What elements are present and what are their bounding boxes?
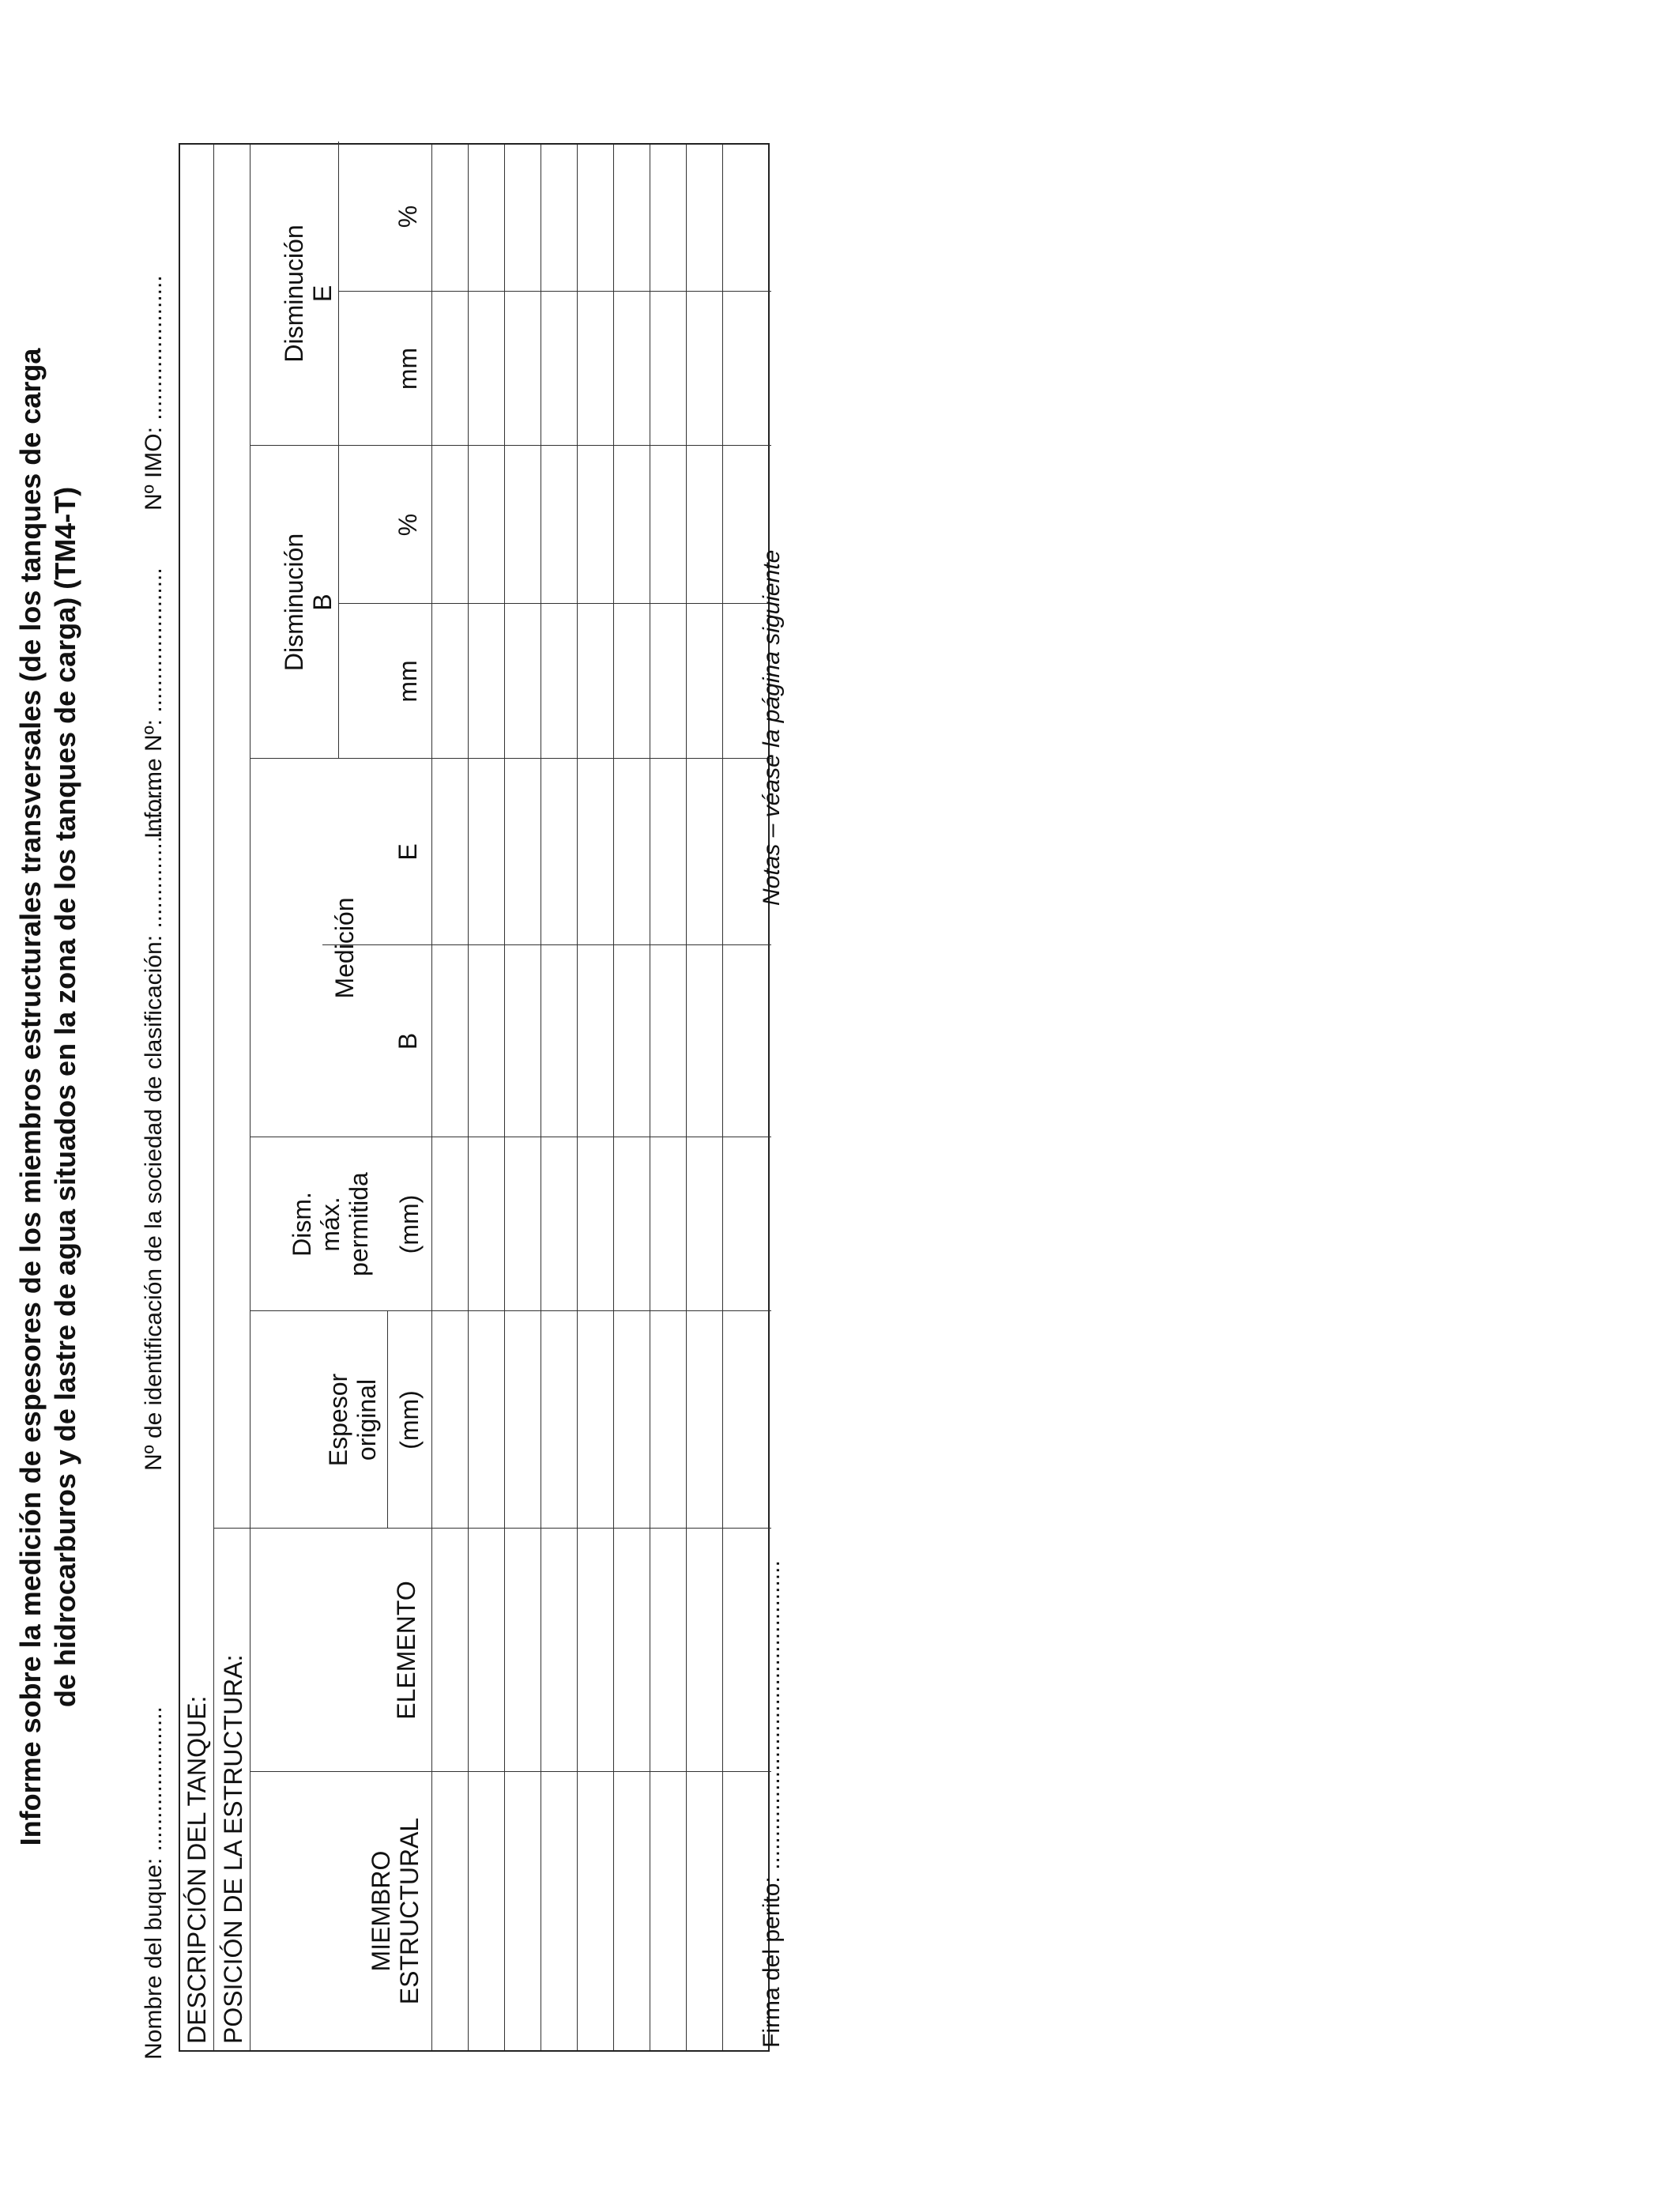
dimE-line-2: E: [308, 285, 337, 303]
reduction-e-mm: mm: [394, 347, 422, 390]
max-allowed-unit: (mm): [395, 1194, 424, 1254]
report-title-line-2: de hidrocarburos y de lastre de agua situados en la zona de los tanques de carga) (TM4-T): [49, 486, 81, 1708]
class-id-field[interactable]: Nº de identificación de la sociedad de clasificación: .......................: [141, 776, 167, 1471]
table-row: [722, 145, 723, 2050]
original-thickness-header: [324, 1311, 381, 1529]
col-divider: [250, 1771, 771, 1772]
reduction-b-pct: %: [394, 513, 422, 537]
report-title-line-1: Informe sobre la medición de espesores de los miembros estructurales transversales (de los tanques de carga: [14, 348, 47, 1846]
element-header: ELEMENTO: [392, 1581, 420, 1720]
dism-line-3: permitida: [345, 1172, 373, 1276]
dism-line-1: Dism.: [288, 1192, 316, 1257]
header-bottom-line: [431, 145, 432, 2050]
table-row: [613, 145, 614, 2050]
surveyor-signature-field[interactable]: Firma del perito: ...............................................: [759, 1560, 785, 2048]
measurement-header: Medición: [330, 897, 359, 999]
notes-reference: Notas – véase la página siguiente: [759, 549, 785, 906]
orig-line-1: Espesor: [324, 1373, 352, 1467]
dimB-line-1: Disminución: [280, 533, 308, 672]
table-row: [468, 145, 469, 2050]
orig-line-2: original: [352, 1378, 381, 1461]
structure-position-label: POSICIÓN DE LA ESTRUCTURA:: [219, 1654, 247, 2044]
member-header-line-1: MIEMBRO: [367, 1850, 395, 1972]
max-allowed-header: [288, 1137, 373, 1311]
reduction-e-pct: %: [394, 205, 422, 228]
reduction-e-header: [280, 141, 337, 446]
report-number-field[interactable]: Informe Nº: ......................: [141, 567, 167, 839]
ship-name-field[interactable]: Nombre del buque: ......................: [141, 1706, 167, 2060]
dimE-sub-divider: [338, 141, 339, 446]
dimB-sub-divider: [338, 446, 339, 759]
measurement-e-header: E: [394, 843, 422, 861]
reduction-b-header: [280, 446, 337, 759]
table-row: [686, 145, 687, 2050]
orig-unit-divider: [387, 1311, 388, 1529]
measurement-b-header: B: [394, 1032, 422, 1050]
imo-number-field[interactable]: Nº IMO: ......................: [141, 275, 167, 511]
col-divider: [213, 1528, 771, 1529]
member-header: [367, 1772, 424, 2050]
dimE-line-1: Disminución: [280, 224, 308, 363]
table-row: [504, 145, 505, 2050]
original-thickness-unit: (mm): [395, 1390, 424, 1449]
dimB-line-2: B: [308, 594, 337, 611]
col-divider: [322, 944, 771, 945]
thickness-table: [179, 143, 770, 2052]
reduction-b-mm: mm: [394, 660, 422, 703]
member-header-line-2: ESTRUCTURAL: [395, 1817, 424, 2005]
tank-description-label: DESCRIPCIÓN DEL TANQUE:: [183, 1695, 211, 2044]
dism-line-2: máx.: [316, 1197, 345, 1252]
table-row: [577, 145, 578, 2050]
row-divider: [213, 145, 214, 2050]
